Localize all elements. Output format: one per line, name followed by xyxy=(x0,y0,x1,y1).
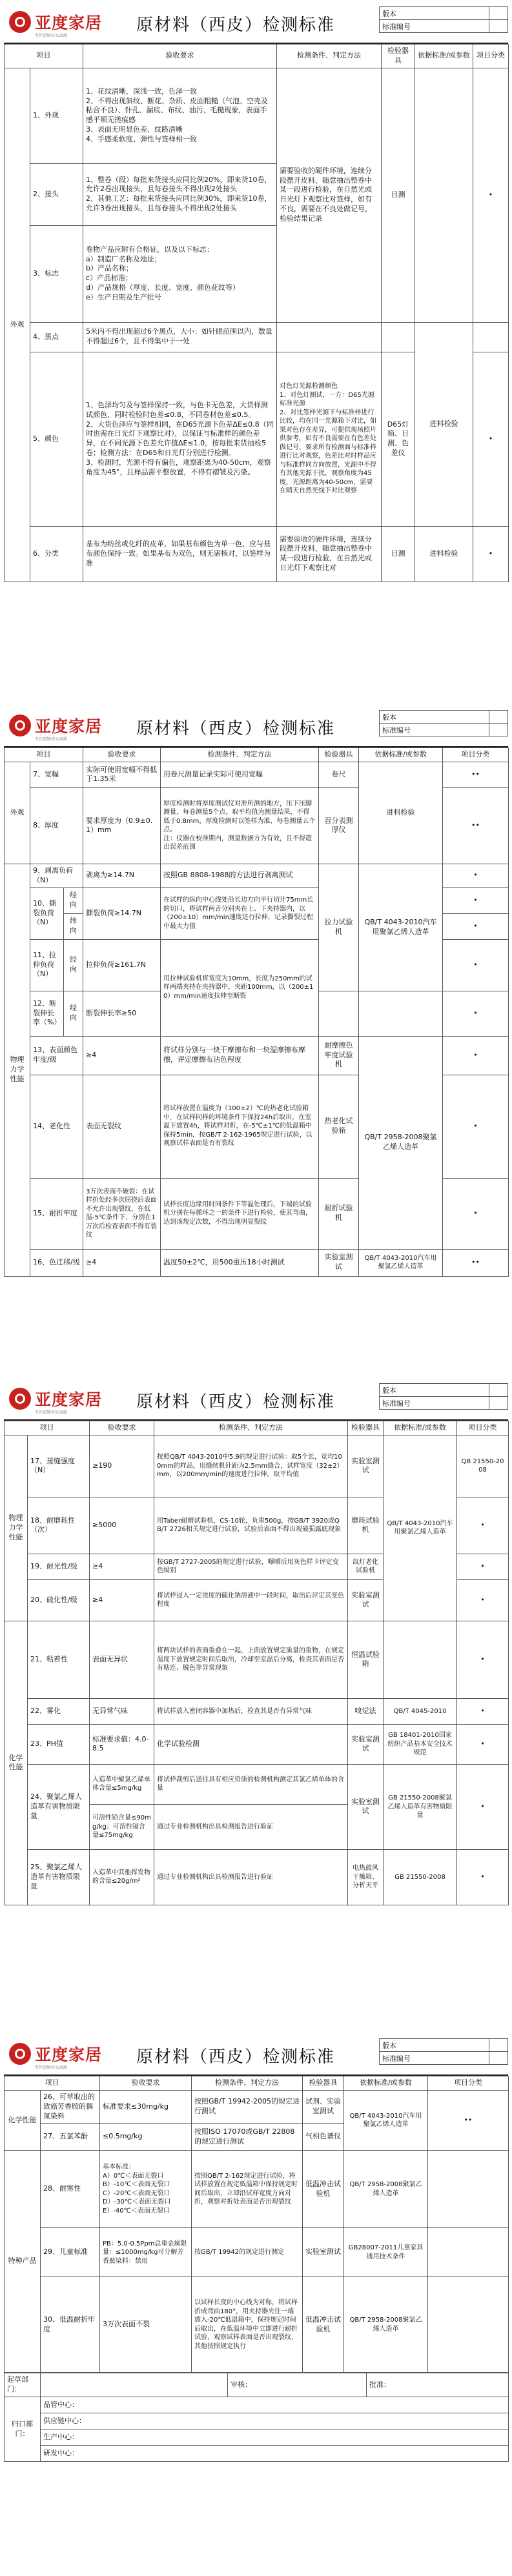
brand-tagline: 专注定制·匠心品质 xyxy=(35,1410,67,1415)
table-row: 22、雾化 无异常气味 将试样放入密闭容器中加热后，检查其是否有异常气味 嗅觉法 QB/T 4045-2010 • xyxy=(5,1698,509,1724)
version-box: 版本 标准编号 xyxy=(379,1383,508,1410)
standard-no-label: 标准编号 xyxy=(380,20,489,33)
version-box: 版本 标准编号 xyxy=(379,2038,508,2065)
table-row: 27、五氯苯酚 ≤0.5mg/kg 按照ISO 17070或GB/T 22808的规定进行测试 气相色谱仪 xyxy=(5,2124,509,2151)
version-box: 版本 标准编号 xyxy=(379,710,508,736)
approve-label: 审核： xyxy=(228,2373,367,2397)
approve2-label: 批准： xyxy=(367,2373,509,2397)
brand-logo xyxy=(9,10,102,34)
brand-name: 亚度家居 xyxy=(35,2045,103,2064)
depts-label: 归口部门： xyxy=(5,2397,41,2462)
doc-title: 原材料（西皮）检测标准 xyxy=(136,2047,336,2067)
table-row: 2、接头 1、整卷（段）每批来货接头应同比例20%，即来货10卷，允许2卷出现接头，且每卷接头不得出现2处接头 2、其他工艺：每批来货接头应同比例30%，即来货10卷，允许3卷出现接头，且每卷接头不得出现2处接头 xyxy=(5,163,509,225)
brand-tagline: 专注定制·匠心品质 xyxy=(35,737,67,742)
page-2 xyxy=(4,706,508,1277)
table-row: 物理力学性能 17、接缝强度（N） ≥190 按照QB/T 4043-2010中5.9的规定进行试验：取5个长，宽均100mm的样品，用缝纫机针距为2.5mm缝合，试样宽度（32±2）mm，以200mm/min的速度进行拉伸，取平均值 实验室测试 QB/T 4043-2010汽车用聚氯乙烯人造革 QB 21550-2008 xyxy=(5,1435,509,1497)
page-1 xyxy=(4,3,508,582)
table-row: 16、色迁移/级 ≥4 温度50±2℃，用500重压18小时测试 实验室测试 QB/T 4043-2010汽车用聚氯乙烯人造革 •• xyxy=(5,1249,509,1276)
brand-name: 亚度家居 xyxy=(35,717,103,736)
table-row: 11、拉伸负荷（N） 经向 拉伸负荷≥161.7N 用拉伸试验机将宽度为10mm，长度为250mm的试样两端夹持在夹持器中，夹距100mm，以（200±10）mm/min速度拉伸至断裂 • xyxy=(5,939,509,991)
table-row: 化学性能 26、可萃取出的致癌芳香胺的偶氮染料 标准要求≤30mg/kg 按照GB/T 19942-2005的规定进行测试 试剂、实验室测试 QB/T 4043-2010汽车用聚氯乙烯人造革 •• xyxy=(5,2090,509,2124)
page-4 xyxy=(4,2034,508,2462)
brand-name: 亚度家居 xyxy=(35,1390,103,1409)
table-row: 30、低温耐折牢度 3万次表面不裂 以试样长度的中心线为对称，将试样折成弯曲180°，用夹持器夹住一端放入-20℃低温箱中，保持规定时间后取出，在低温环境中立即进行耐折试验，观察试样表面是否出现裂纹，其他按照规定执行 低温冲击试验机 QB/T 2958-2008聚氯乙烯人造革 xyxy=(5,2277,509,2373)
group-label: 外观 xyxy=(5,68,30,582)
version-label: 版本 xyxy=(380,7,489,20)
table-row: 13、表面颜色牢度/级 ≥4 将试样分别与一块干摩擦布和一块湿摩擦布摩擦，评定摩擦布沾色程度 耐摩擦色牢度试验机 QB/T 2958-2008聚氯乙烯人造革 • xyxy=(5,1036,509,1075)
doc-title: 原材料（西皮）检测标准 xyxy=(136,1392,336,1412)
table-header-row: 项目 验收要求 检测条件、判定方法 检验器具 依据标准/或参数 项目分类 xyxy=(5,2076,509,2091)
table-row: 4、黑点 5米内不得出现超过6个黑点，大小：如针眼范围以内，数量不得超过6个，且不得集中于一处 进料检验 xyxy=(5,322,509,352)
page-header xyxy=(4,1379,508,1421)
doc-title: 原材料（西皮）检测标准 xyxy=(136,719,336,738)
table-row: 化学性能 21、粘着性 表面无异状 将两块试样的表面重叠在一起，上面放置规定质量的重物，在规定温度下放置规定时间后取出，冷却至室温后分离，检查其表面是否有粘连、脱色等异常现象 恒温试验箱 • xyxy=(5,1621,509,1698)
table-row: 29、儿童标准 PB：5.0-0.5Ppm总重金属限量：≤1000mg/kg可分解芳香胺染料：禁用 按GB/T 19942的规定进行测定 实验室测试 GB28007-2011儿童家具通用技术条件 xyxy=(5,2228,509,2277)
table-row: 15、耐折牢度 3万次表面不破裂：在试样折处经多次屈挠后表面不允许出现裂纹，在低温-5℃条件下，分别在1万次后检查表面不得有裂纹 试样长度边缘用时同条件下等温处理后，下端的试验机分别在每循环之一的条件下进行检验，使其弯曲，达到该规定次数，不得出现明显裂纹 耐折试验机 • xyxy=(5,1178,509,1249)
brand-name: 亚度家居 xyxy=(35,14,103,32)
table-row: 纬向 • xyxy=(5,913,509,939)
table-row: 外观 1、外观 1、花纹清晰，深浅一致，色泽一致 2、不得出现斜纹、断花、杂质、皮面粗糙（气泡、空壳及粘合不良）、针孔、漏底、布纹、油污、毛糙现象，表面手感平顺无搓痕感 3、表面无明显色差、纹路清晰 4、手感柔软度、弹性与签样相一致 需要验收的硬件环境，连续分段摆开皮料，随意抽出整卷中某一段进行检验，在自然光或日光灯下观察比对签样，如有不良，需要在不良处做记号，检验结果记录 目测 • xyxy=(5,68,509,163)
table-row: 3、标志 卷物产品应附有合格证，以及以下标志： a）制造厂名称及地址； b）产品名称； c）产品标准； d）产品规格（厚度、长度、宽度、颜色花纹等） e）生产日期及生产批号 xyxy=(5,225,509,322)
brand-logo xyxy=(9,2042,102,2065)
logo-mark-icon xyxy=(9,1388,31,1410)
standards-table-3 xyxy=(4,1421,509,1905)
drafter-label: 起草部门： xyxy=(5,2373,41,2397)
table-row: 物理力学性能 9、剥离负荷（N） 剥离为≥14.7N 按照GB 8808-1988的方法进行剥离测试 拉力试验机 QB/T 4043-2010汽车用聚氯乙烯人造革 • xyxy=(5,864,509,887)
standards-table-4 xyxy=(4,2076,509,2373)
table-row: 23、PH值 标准要求值：4.0-8.5 化学试验检测 实验室测试 GB 18401-2010国家纺织产品基本安全技术规范 • xyxy=(5,1724,509,1764)
table-header-row: 项目 验收要求 检测条件、判定方法 检验器具 依据标准/或参数 项目分类 xyxy=(5,748,509,762)
table-row: 8、厚度 要求厚度为（0.9±0.1）mm 厚度检测时将厚度测试仪对准所测的地方，压下压脚测量，每卷测量5个点，取平均值为测量结果，不得低于0.8mm，厚度检测时以签样为准，每卷测量五个点。 注：仪器在校准期内，测量数据方为有效，且不得超出误差范围 百分表测厚仪 •• xyxy=(5,787,509,864)
signoff-table: 起草部门： 审核： 批准： 归口部门： 品管中心： 供应链中心： 生产中心： 研发中心： xyxy=(4,2373,509,2462)
table-row: 25、聚氯乙烯人造革有害物质限量 入造革中其他挥发物的含量≤20g/m² 通过专业检测机构出具检测报告进行验证 电热鼓风干燥箱、分析天平 GB 21550-2008 • xyxy=(5,1849,509,1905)
table-row: 12、断裂伸长率（%） 经向 断裂伸长率≥50 • xyxy=(5,991,509,1036)
table-row: 6、分类 基布为纺丝或化纤的皮革，如果基布颜色为单一色，应与基布颜色保持一致。如果基布为双色，则无需核对，以签样为准 需要验收的硬件环境，连续分段摆开皮料，随意抽出整卷中某一段进行检验，在自然光或日光灯下观察比对 目测 进料检验 • xyxy=(5,526,509,582)
logo-mark-icon xyxy=(9,715,31,736)
brand-tagline: 专注定制·匠心品质 xyxy=(35,34,67,38)
page-header xyxy=(4,3,508,44)
table-row: 外观 7、宽幅 实际可使用宽幅不得低于1.35米 用卷尺测量记录实际可使用宽幅 卷尺 进料检验 •• xyxy=(5,762,509,787)
table-header-row: 项目 验收要求 检测条件、判定方法 检验器具 依据标准/或参数 项目分类 xyxy=(5,45,509,68)
page-header xyxy=(4,2034,508,2076)
standards-table-2 xyxy=(4,747,509,1277)
table-row: 特种产品 28、耐寒性 基本标准： A）0℃＜表面无裂口 B）-10℃＜表面无裂口 C）-20℃＜表面无裂口 D）-30℃＜表面无裂口 E）-40℃＜表面无裂口 按照QB/T 2-162规定进行试验，将试样放置在规定低温箱中保持规定时间后取出，立即沿试样宽度方向对折，观察对折处表面是否出现裂纹 低温冲击试验机 QB/T 2958-2008聚氯乙烯人造革 xyxy=(5,2151,509,2228)
standards-table-1 xyxy=(4,44,509,582)
logo-mark-icon xyxy=(9,2043,31,2065)
table-header-row: 项目 验收要求 检测条件、判定方法 检验器具 依据标准/或参数 项目分类 xyxy=(5,1421,509,1435)
brand-tagline: 专注定制·匠心品质 xyxy=(35,2065,67,2070)
page-3 xyxy=(4,1379,508,1905)
table-row: 14、老化性 表面无裂纹 将试样放置在温度为（100±2）℃的热老化试验箱中，在试样同样的环境条件下保持24h后取出，在室温下放置4h，将试样对折，在-5℃±1℃的低温箱中保持5min，按GB/T 2-162-1965规定进行试验，以观察试样表面是否有裂纹 热老化试验箱 • xyxy=(5,1075,509,1178)
table-row: 10、撕裂负荷（N） 经向 撕裂负荷≥14.7N 在试样的纵向中心线处沿长边方向平行切开75mm长的切口，将试样两舌分别夹在上、下夹持器内，以（200±10）mm/min速度进行拉伸，记录撕裂过程中最大力值 • xyxy=(5,887,509,913)
doc-title: 原材料（西皮）检测标准 xyxy=(136,15,336,35)
table-row: 24、聚氯乙烯人造革有害物质限量 入造革中聚氯乙烯单体含量≤5mg/kg 将试样裁剪后送往具有相应资质的检测机构测定其氯乙烯单体的含量 实验室测试 GB 21550-2008聚氯乙烯人造革有害物质限量 • xyxy=(5,1764,509,1804)
table-row: 可溶性铅含量≤90mg/kg；可溶性镉含量≤75mg/kg 通过专业检测机构出具检测报告进行验证 xyxy=(5,1804,509,1849)
logo-mark-icon xyxy=(9,11,31,33)
version-box xyxy=(379,6,508,33)
table-row: 19、耐光性/级 ≥4 按GB/T 2727-2005的规定进行试验，曝晒后用灰色样卡评定变色级别 氙灯老化试验机 • xyxy=(5,1554,509,1579)
page-header xyxy=(4,706,508,747)
brand-logo xyxy=(9,714,102,737)
table-row: 5、颜色 1、色泽均匀及与签样保持一致，与色卡无色差，大货样测试颜色，同时检验时色差≤0.8，不同卷材色差≤0.5。 2、大货色泽应与签样相同，在D65光源下色差ΔE≤0.8（同时也需在日光灯下观察比对），以保证与标准样的颜色差异，在不同光源下色差允许值ΔE≤1.0，按每批来货抽检5卷；检测方法：在D65和日光灯分别进行检测。 3、检测时，光源不得有偏色，观察距离为40-50cm，观察角度为45°，且样品需平整放置，不得有褶皱及污染。 对色灯光源检测颜色 1、对色灯测试，一方：D65光源标准光源 2、对比签样光源下与标准样进行比较，均在同一光源箱下对比，如果对色存在差异，可提供现场照片供参考，如有不良需要在有色差处做记号，要求所有检测面与标准样进行比对观察，色差比对时样品应与标准样同方向放置，光源中不得有其他光源干扰，观察角度为45度，光源距离为40-50cm，需要在晴天自然光线下对比观察 D65灯箱、目测、色差仪 • xyxy=(5,352,509,526)
table-row: 20、硫化性/级 ≥4 将试样浸入一定浓度的硫化钠溶液中一段时间，取出后评定其变色程度 实验室测试 • xyxy=(5,1579,509,1621)
brand-logo xyxy=(9,1387,102,1410)
table-row: 18、耐磨耗性（次） ≥5000 用Taber耐磨试验机，CS-10轮，负重500g，按GB/T 3920或QB/T 2726相关规定进行试验，试验后表面不得出现破损露底现象 磨耗试验机 • xyxy=(5,1497,509,1554)
